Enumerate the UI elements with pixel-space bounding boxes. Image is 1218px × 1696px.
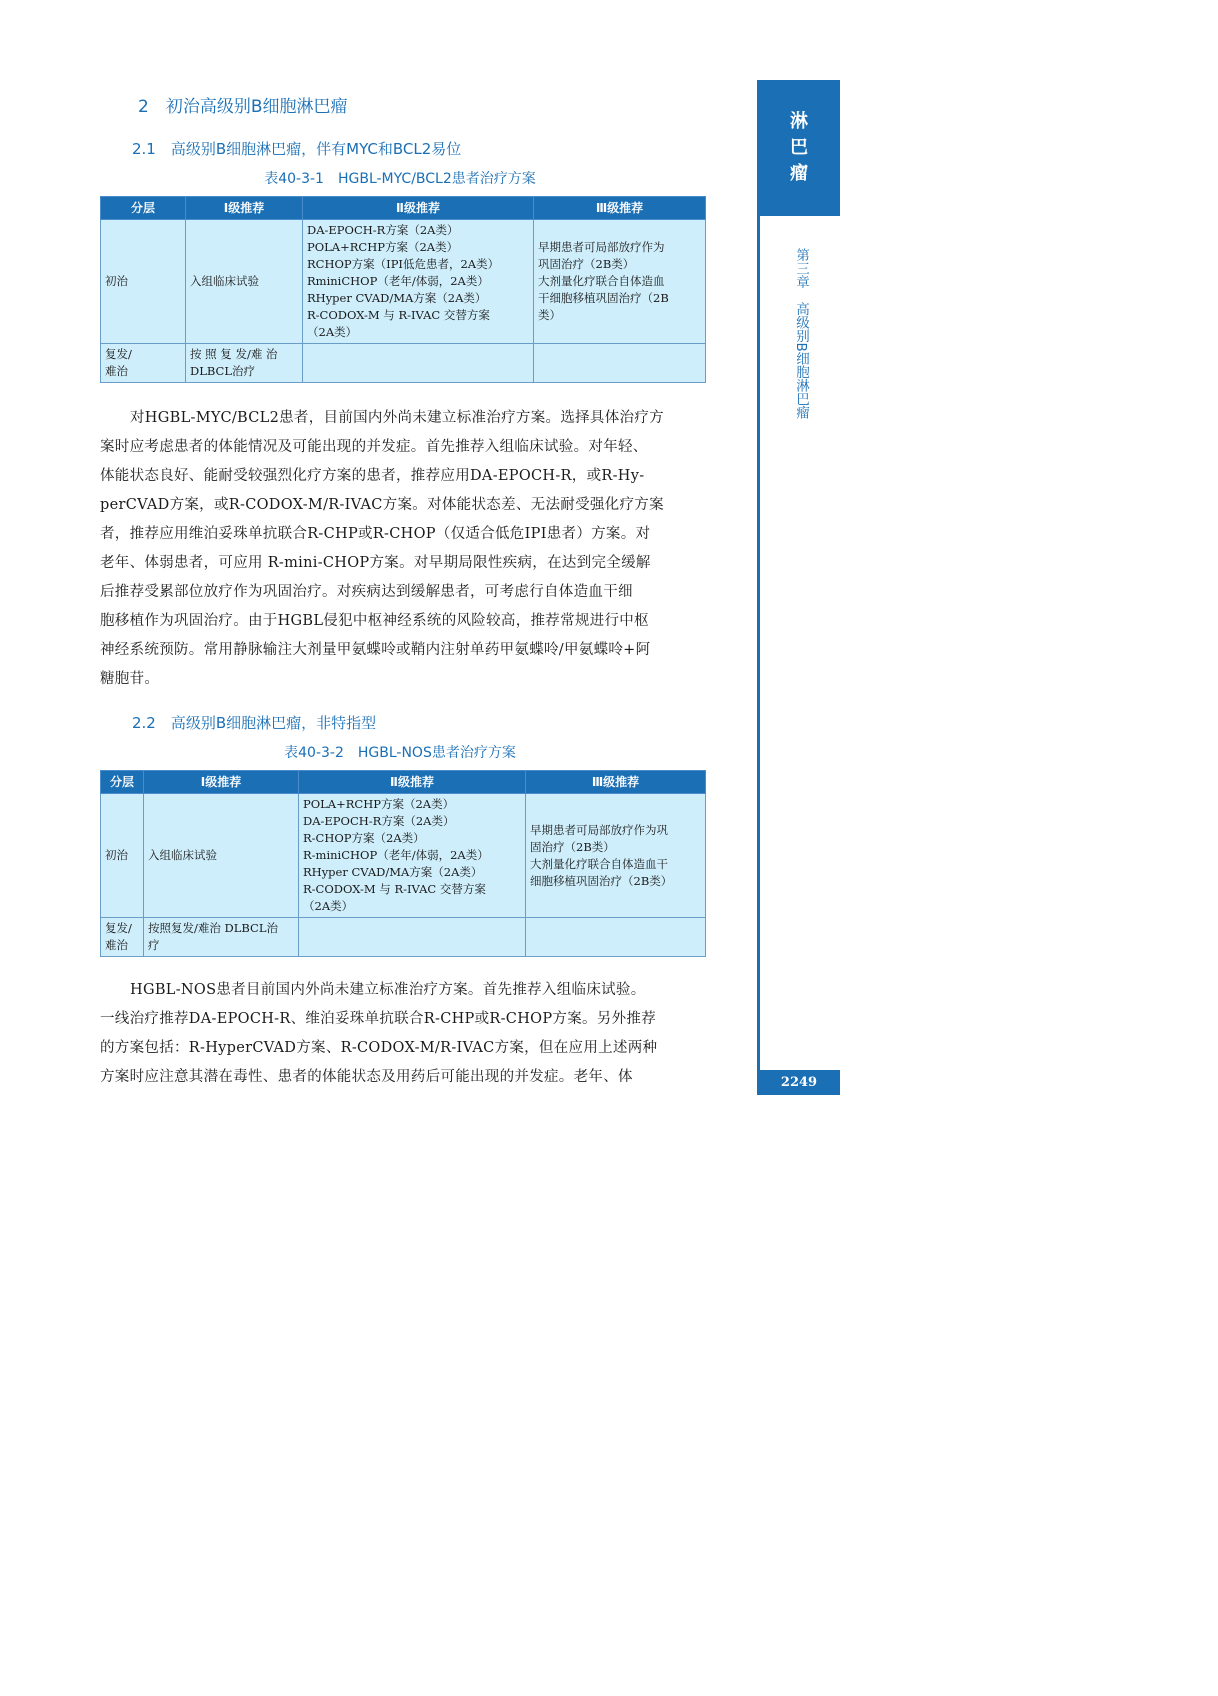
cell-layer: 初治 [101,794,144,918]
cell-line: 干细胞移植巩固治疗（2B [538,291,669,305]
cell-line: POLA+RCHP方案（2A类） [303,797,455,811]
sidebar-rule [757,80,760,1095]
cell-line: DA-EPOCH-R方案（2A类） [307,223,459,237]
paragraph-line: perCVAD方案，或R-CODOX-M/R-IVAC方案。对体能状态差、无法耐受强化疗方案 [100,497,664,513]
cell-level1 [186,344,303,383]
table-row [101,344,706,383]
cell-line: RHyper CVAD/MA方案（2A类） [307,291,487,305]
subsection-heading-2-2: 2.2 高级别B细胞淋巴瘤，非特指型 [132,714,377,732]
sidebar-tab [758,80,840,216]
cell-level1: 入组临床试验 [186,220,303,344]
paragraph-line: 胞移植作为巩固治疗。由于HGBL侵犯中枢神经系统的风险较高，推荐常规进行中枢 [100,613,649,629]
cell-line: 类） [538,308,561,322]
cell-line: DLBCL治疗 [190,364,255,378]
sidebar-tab-char: 巴 [790,137,808,158]
header-level3: Ⅲ级推荐 [534,197,706,220]
header-level2: Ⅱ级推荐 [299,771,526,794]
cell-line: （2A类） [303,899,354,913]
header-level1: Ⅰ级推荐 [144,771,299,794]
cell-line: R-CHOP方案（2A类） [303,831,425,845]
table-row [101,220,706,344]
paragraph-line: 对HGBL-MYC/BCL2患者，目前国内外尚未建立标准治疗方案。选择具体治疗方 [130,410,664,426]
treatment-table-2 [100,770,706,957]
cell-line: （2A类） [307,325,358,339]
cell-level3 [526,794,706,918]
paragraph-line: 方案时应注意其潜在毒性、患者的体能状态及用药后可能出现的并发症。老年、体 [100,1069,633,1085]
paragraph-2-2 [100,976,706,1092]
cell-line: 固治疗（2B类） [530,839,615,854]
cell-level1: 入组临床试验 [144,794,299,918]
cell-line: 难治 [105,364,128,378]
header-level1: Ⅰ级推荐 [186,197,303,220]
cell-line: 按 照 复 发/难 治 [190,347,278,361]
header-layer: 分层 [101,771,144,794]
paragraph-line: 的方案包括：R-HyperCVAD方案、R-CODOX-M/R-IVAC方案，但在应用上述两种 [100,1040,658,1056]
header-level3: Ⅲ级推荐 [526,771,706,794]
table-header-row [101,771,706,794]
cell-line: R-CODOX-M 与 R-IVAC 交替方案 [303,882,486,896]
cell-line: R-CODOX-M 与 R-IVAC 交替方案 [307,308,490,322]
cell-line: 早期患者可局部放疗作为巩 [530,822,668,837]
cell-level2 [299,794,526,918]
section-heading: 2 初治高级别B细胞淋巴瘤 [138,97,348,117]
cell-line: 复发/ [105,347,132,361]
paragraph-line: 者，推荐应用维泊妥珠单抗联合R-CHP或R-CHOP（仅适合低危IPI患者）方案。对 [100,526,651,542]
table-row [101,794,706,918]
cell-line: RHyper CVAD/MA方案（2A类） [303,865,483,879]
sidebar-tab-char: 淋 [790,111,808,132]
cell-line: 巩固治疗（2B类） [538,257,635,271]
paragraph-line: 体能状态良好、能耐受较强烈化疗方案的患者，推荐应用DA-EPOCH-R，或R-Hy- [100,468,645,484]
cell-layer: 初治 [101,220,186,344]
paragraph-line: 案时应考虑患者的体能情况及可能出现的并发症。首先推荐入组临床试验。对年轻、 [100,439,648,455]
cell-line: 按照复发/难治 DLBCL治 [148,921,278,935]
cell-line: 疗 [148,938,160,952]
cell-level3-empty [526,918,706,957]
cell-line: 细胞移植巩固治疗（2B类） [530,873,673,888]
cell-line: POLA+RCHP方案（2A类） [307,240,459,254]
paragraph-line: 后推荐受累部位放疗作为巩固治疗。对疾病达到缓解患者，可考虑行自体造血干细 [100,584,633,600]
paragraph-line: 神经系统预防。常用静脉输注大剂量甲氨蝶呤或鞘内注射单药甲氨蝶呤/甲氨蝶呤+阿 [100,642,651,658]
paragraph-2-1 [100,404,706,694]
chapter-title: 第三章 高级别B细胞淋巴瘤 [793,248,809,420]
cell-line: RCHOP方案（IPI低危患者，2A类） [307,257,500,271]
cell-level1 [144,918,299,957]
paragraph-line: 一线治疗推荐DA-EPOCH-R、维泊妥珠单抗联合R-CHP或R-CHOP方案。另外推荐 [100,1011,656,1027]
header-layer: 分层 [101,197,186,220]
page-number: 2249 [758,1070,840,1095]
cell-line: DA-EPOCH-R方案（2A类） [303,814,455,828]
cell-line: 复发/ [105,921,132,935]
cell-level3 [534,220,706,344]
cell-line: 难治 [105,938,128,952]
cell-line: R-miniCHOP（老年/体弱，2A类） [303,848,489,862]
sidebar-tab-char: 瘤 [790,163,808,184]
cell-line: 早期患者可局部放疗作为 [538,240,665,254]
treatment-table-1 [100,196,706,383]
cell-line: 大剂量化疗联合自体造血 [538,274,665,288]
cell-layer [101,344,186,383]
paragraph-line: HGBL-NOS患者目前国内外尚未建立标准治疗方案。首先推荐入组临床试验。 [130,982,646,998]
cell-level2-empty [299,918,526,957]
cell-level2-empty [303,344,534,383]
table-caption-2: 表40-3-2 HGBL-NOS患者治疗方案 [284,745,516,761]
cell-level2 [303,220,534,344]
cell-line: RminiCHOP（老年/体弱，2A类） [307,274,489,288]
subsection-heading-2-1: 2.1 高级别B细胞淋巴瘤，伴有MYC和BCL2易位 [132,140,462,158]
cell-layer [101,918,144,957]
table-header-row [101,197,706,220]
table-caption-1: 表40-3-1 HGBL-MYC/BCL2患者治疗方案 [264,171,536,187]
header-level2: Ⅱ级推荐 [303,197,534,220]
table-row [101,918,706,957]
paragraph-line: 糖胞苷。 [100,671,160,687]
cell-level3-empty [534,344,706,383]
paragraph-line: 老年、体弱患者，可应用 R-mini-CHOP方案。对早期局限性疾病，在达到完全缓解 [100,555,651,571]
cell-line: 大剂量化疗联合自体造血干 [530,856,668,871]
